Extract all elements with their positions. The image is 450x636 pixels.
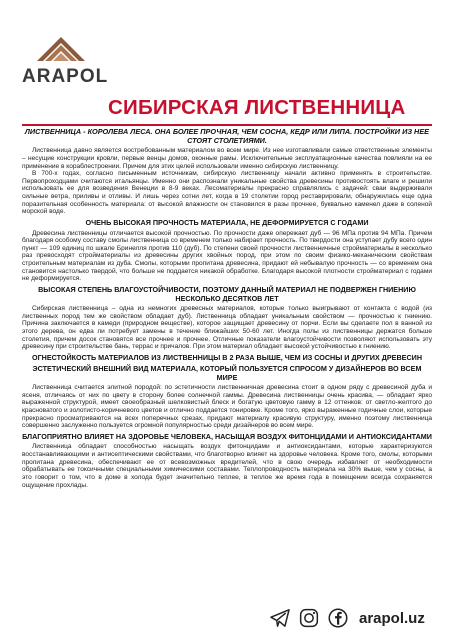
logo-text: ARAPOL — [22, 66, 109, 87]
section-health — [22, 433, 432, 489]
paragraph: Древесина лиственницы отличается высокой прочностью. По прочности даже опережает дуб — 96 МПа против 94 МПа. Причем благодаря особому составу смолы лиственница со временем только набирает прочность. По твердости она уступает дубу всего один пункт — 109 единиц по шкале Бринелля против 110 (дуб). По степени своей прочности лиственничные стройматериалы в несколько раз превосходят стройматериалы из древесины других хвойных пород, при этом по своим физико-механическим свойствам строительным материалам из дуба. Смолы, которыми пропитана древесина, придают ей небывалую прочность — со временем она становится настолько твердой, что больше не поддается никакой обработке. Благодаря высокой плотности стройматериал с годами не деформируется. — [22, 229, 432, 283]
page-title: СИБИРСКАЯ ЛИСТВЕННИЦА — [108, 96, 406, 119]
footer-contacts — [270, 608, 425, 628]
section-heading: ЛИСТВЕННИЦА - КОРОЛЕВА ЛЕСА. ОНА БОЛЕЕ ПРОЧНАЯ, ЧЕМ СОСНА, КЕДР ИЛИ ЛИПА. ПОСТРОЙКИ ИЗ НЕЕ СТОЯТ СТОЛЕТИЯМИ. — [24, 127, 430, 145]
section-strength — [22, 219, 432, 283]
paragraph: Лиственница обладает способностью насыщать воздух фитонцидами и антиоксидантами, которые характеризуются восстанавливающими и антисептическими свойствами, что благотворно влияет на здоровье человека. Кроме того, смолы, которыми пропитана древесина, обеспечивают ее от всевозможных вредителей, что в свою очередь избавляет от необходимости обрабатывать ее токсичными специальными химическими составами. Теплопроводность материала на 30% выше, чем у сосны, а это говорит о том, что в доме в холода будет значительно теплее, в теплое же время года в помещении всегда сохраняется ощущение прохлады. — [22, 443, 432, 489]
telegram-icon[interactable] — [270, 608, 290, 628]
section-heading: ОЧЕНЬ ВЫСОКАЯ ПРОЧНОСТЬ МАТЕРИАЛА, НЕ ДЕФОРМИРУЕТСЯ С ГОДАМИ — [85, 218, 369, 228]
section-heading: ОГНЕСТОЙКОСТЬ МАТЕРИАЛОВ ИЗ ЛИСТВЕННИЦЫ В 2 РАЗА ВЫШЕ, ЧЕМ ИЗ СОСНЫ И ДРУГИХ ДРЕВЕСИН — [31, 352, 423, 362]
instagram-icon[interactable] — [299, 608, 319, 628]
article-body — [22, 128, 432, 489]
facebook-icon[interactable] — [328, 608, 348, 628]
brand-logo — [22, 36, 122, 88]
roof-logo-icon — [36, 36, 86, 64]
section-heading: БЛАГОПРИЯТНО ВЛИЯЕТ НА ЗДОРОВЬЕ ЧЕЛОВЕКА, НАСЫЩАЯ ВОЗДУХ ФИТОНЦИДАМИ И АНТИОКСИДАНТАМИ — [22, 432, 432, 441]
section-intro — [22, 128, 432, 216]
section-heading: ВЫСОКАЯ СТЕПЕНЬ ВЛАГОУСТОЙЧИВОСТИ, ПОЭТОМУ ДАННЫЙ МАТЕРИАЛ НЕ ПОДВЕРЖЕН ГНИЕНИЮ НЕСКОЛЬКО ДЕСЯТКОВ ЛЕТ — [38, 285, 416, 303]
paragraph: Лиственница считается элитной породой: по эстетичности лиственничная древесина стоит в одном ряду с древесиной дуба и ясеня, отличаясь от них по цвету в сторону более солнечной гаммы. Древесина лиственницы очень красива, — обладает ярко выраженной структурой, имеет своеобразный шелковистый блеск и богатую цветовую гамму в 12 оттенков: от светло-желтого до красноватого и золотисто-коричневого цветов и отлично поддается тонировке. Кроме того, ярко выраженные годичные слои, которые прекрасно просматриваются на всех поперечных срезах, придают материалу красивую структуру, именно поэтому лиственница совершенно заслуженно пользуется огромной популярностью среди дизайнеров во всем мире. — [22, 384, 432, 430]
section-moisture — [22, 286, 432, 351]
title-divider — [22, 124, 432, 126]
section-fire — [22, 354, 432, 362]
paragraph: Лиственница давно является востребованным материалом во всем мире. Из нее изготавливали самые ответственные элементы – несущие конструкции кровли, первые венцы домов, оконные рамы. Исключительные эксплуатационные качества повлияли на ее применение в кораблестроении. Причем для этих целей использовали именно сибирскую лиственницу. — [22, 147, 432, 170]
section-heading: ЭСТЕТИЧЕСКИЙ ВНЕШНИЙ ВИД МАТЕРИАЛА, КОТОРЫЙ ПОЛЬЗУЕТСЯ СПРОСОМ У ДИЗАЙНЕРОВ ВО ВСЕМ МИРЕ — [32, 364, 422, 382]
website-link[interactable]: arapol.uz — [359, 609, 425, 627]
section-aesthetics — [22, 365, 432, 430]
paragraph: В 700-х годах, согласно письменным источникам, сибирскую лиственницу начали активно применять в строительстве. Первопроходцами считаются итальянцы. Именно они распознали уникальные свойства древесины противостоять влаге и решили использовать ее для возведения Венеции в 8-9 веках. Лесоматериалы прекрасно справлялись с задачей: сваи выдерживали сильные ветра, приливы и отливы. И лишь через сотни лет, когда в 19 столетии город реставрировали, обнаружилась еще одна поразительная особенность материала: от высокой влажности он становился в разы прочнее, буквально каменел даже в соленой морской воде. — [22, 170, 432, 216]
paragraph: Сибирская лиственница – одна из немногих древесных материалов, которые только выигрывают от контакта с водой (из лиственных пород тем же свойством обладает дуб). Лиственница обладает уникальным свойством — прочностью к гниению. Причина заключается в камеди (природном веществе), которое защищает древесину от порчи. Если вы сделаете пол в ванной из этого дерева, он едва ли потребует замены в течение ближайших 50-60 лет. Иногда полы из лиственницы держатся больше столетия, причем досок становятся все прочнее и прочнее. Отличные показатели влагоустойчивости позволяют использовать эту древесину при строительстве бань, террас и причалов. При этом материал обладает высокой устойчивостью к гниению. — [22, 304, 432, 351]
